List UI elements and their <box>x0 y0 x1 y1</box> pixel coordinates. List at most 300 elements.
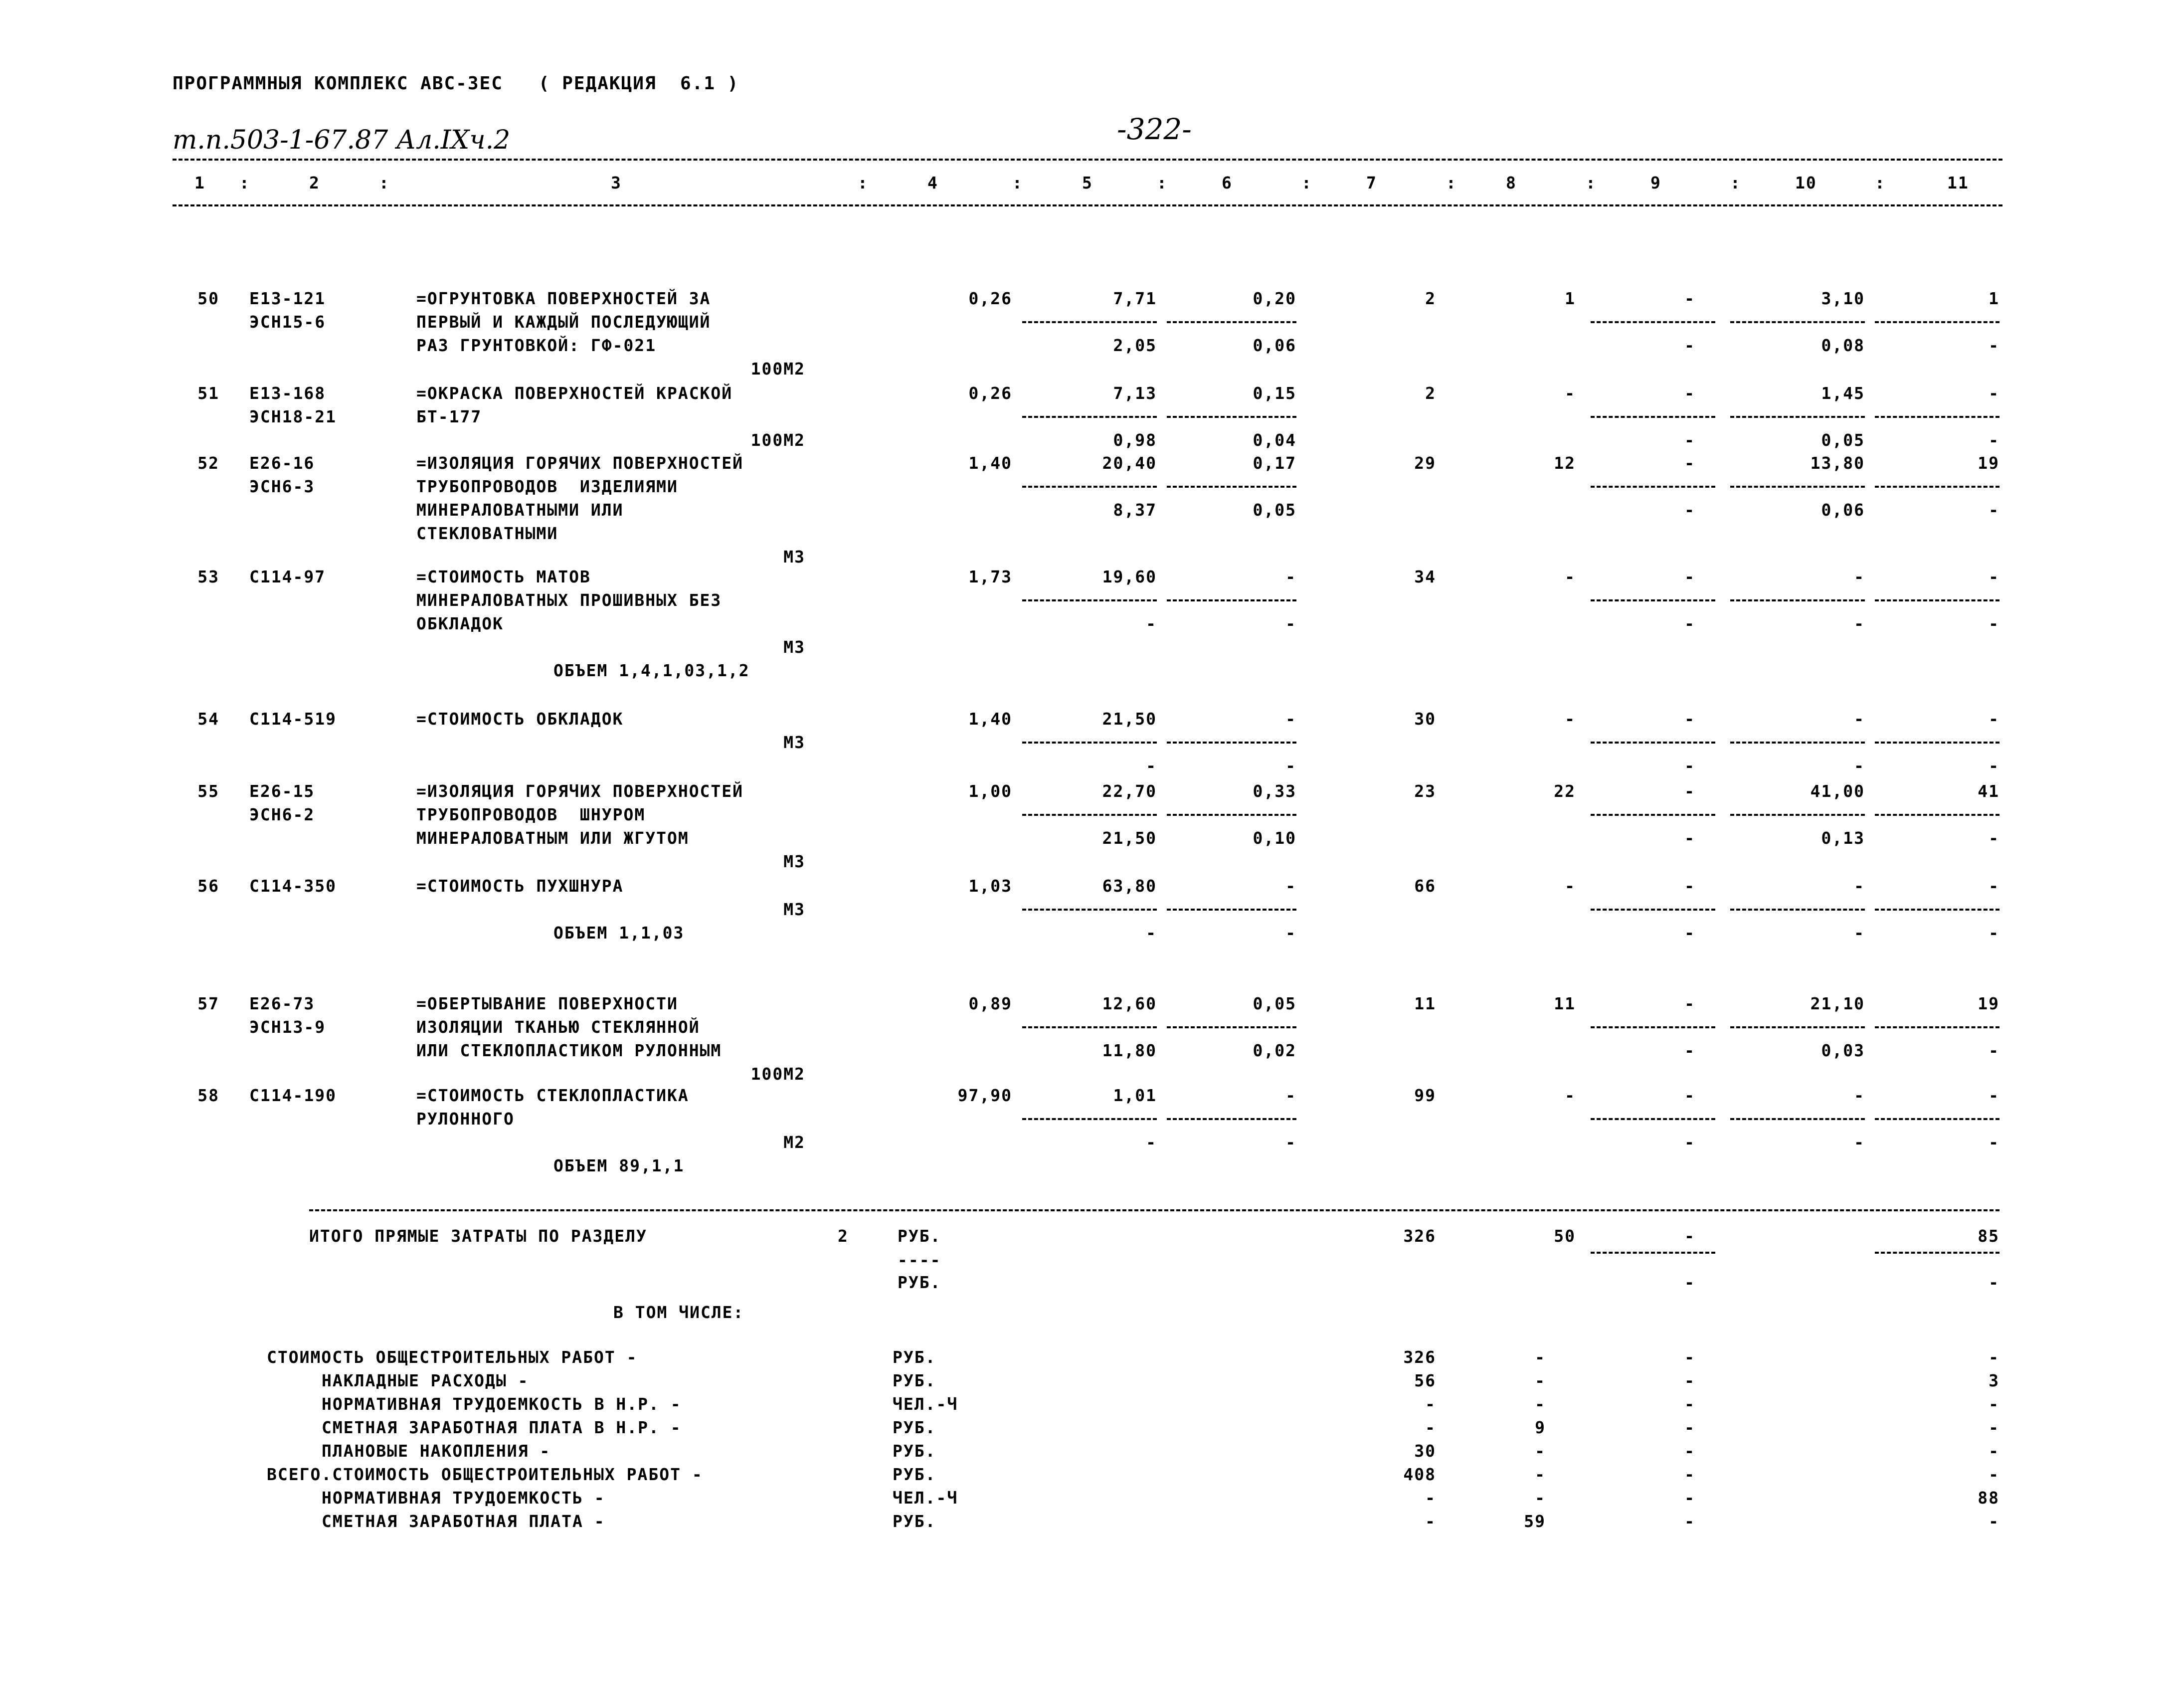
item-cost-rule <box>1875 742 1999 744</box>
item-quantity: 1,03 <box>968 876 1012 896</box>
total-cost-rule <box>1875 1252 1999 1254</box>
item-description-line: РАЗ ГРУНТОВКОЙ: ГФ-021 <box>416 336 657 355</box>
item-unit-price: 19,60 <box>1102 567 1157 586</box>
item-machine-price: - <box>1285 1086 1296 1105</box>
item-machine-price-wage: 0,06 <box>1253 336 1296 355</box>
item-col10-lower: 0,06 <box>1821 500 1865 520</box>
item-col9-lower: - <box>1684 500 1695 520</box>
summary-col8: - <box>1535 1441 1546 1461</box>
item-col11-lower: - <box>1989 500 1999 520</box>
summary-unit: ЧЕЛ.-Ч <box>893 1394 958 1414</box>
summary-col11: - <box>1989 1512 1999 1531</box>
item-description-line: ИЗОЛЯЦИИ ТКАНЬЮ СТЕКЛЯННОЙ <box>416 1017 700 1037</box>
item-unit: 100М2 <box>750 359 805 379</box>
summary-col11: - <box>1989 1441 1999 1461</box>
item-col9: - <box>1684 453 1695 473</box>
item-wage-cost: - <box>1565 709 1576 729</box>
summary-label: ВСЕГО.СТОИМОСТЬ ОБЩЕСТРОИТЕЛЬНЫХ РАБОТ - <box>267 1465 703 1484</box>
total-col9-lower: - <box>1684 1273 1695 1292</box>
item-machine-price-wage: - <box>1285 614 1296 633</box>
item-volume: ОБЪЕМ 89,1,1 <box>553 1156 685 1175</box>
item-col11: - <box>1989 383 1999 403</box>
including-label: В ТОМ ЧИСЛЕ: <box>613 1303 744 1322</box>
item-unit: М2 <box>783 1133 805 1152</box>
item-total-cost: 66 <box>1414 876 1436 896</box>
total-col11-lower: - <box>1989 1273 1999 1292</box>
totals-rule <box>309 1209 1999 1211</box>
summary-label: НАКЛАДНЫЕ РАСХОДЫ - <box>322 1371 529 1390</box>
summary-col11: - <box>1989 1418 1999 1437</box>
item-cost-rule <box>1875 321 1999 323</box>
item-col9-lower: - <box>1684 756 1695 775</box>
item-unit-price-wage: - <box>1146 614 1157 633</box>
summary-col7: - <box>1425 1394 1436 1414</box>
item-cost-rule <box>1730 909 1865 911</box>
summary-col7: - <box>1425 1488 1436 1508</box>
item-total-cost: 29 <box>1414 453 1436 473</box>
item-wage-cost: 11 <box>1554 994 1576 1013</box>
summary-label: НОРМАТИВНАЯ ТРУДОЕМКОСТЬ - <box>322 1488 605 1508</box>
column-separator: : <box>1446 173 1457 192</box>
summary-col7: 30 <box>1414 1441 1436 1461</box>
item-col11: - <box>1989 1086 1999 1105</box>
item-unit: 100М2 <box>750 430 805 450</box>
item-code: Е26-73 <box>249 994 315 1013</box>
column-header-9: 9 <box>1650 173 1661 192</box>
item-description-line: СТЕКЛОВАТНЫМИ <box>416 524 558 543</box>
item-cost-rule <box>1591 1026 1715 1028</box>
summary-col11: - <box>1989 1347 1999 1367</box>
item-code: С114-97 <box>249 567 326 586</box>
total-unit: РУБ. <box>898 1226 941 1246</box>
column-header-8: 8 <box>1506 173 1517 192</box>
column-separator: : <box>379 173 390 192</box>
item-col11: 41 <box>1978 781 1999 801</box>
item-number: 54 <box>197 709 219 729</box>
item-col10-lower: 0,05 <box>1821 430 1865 450</box>
item-col9-lower: - <box>1684 828 1695 848</box>
item-price-rule <box>1022 1118 1157 1120</box>
item-col10: - <box>1854 876 1865 896</box>
item-price-rule <box>1167 909 1296 911</box>
item-col10-lower: 0,03 <box>1821 1041 1865 1060</box>
item-unit: М3 <box>783 900 805 919</box>
item-description-line: ПЕРВЫЙ И КАЖДЫЙ ПОСЛЕДУЮЩИЙ <box>416 312 711 332</box>
item-machine-price: 0,33 <box>1253 781 1296 801</box>
summary-unit: РУБ. <box>893 1465 936 1484</box>
total-unit-2: РУБ. <box>898 1273 941 1292</box>
item-cost-rule <box>1591 1118 1715 1120</box>
summary-col11: - <box>1989 1394 1999 1414</box>
summary-unit: РУБ. <box>893 1418 936 1437</box>
item-unit: М3 <box>783 637 805 657</box>
item-col10-lower: - <box>1854 756 1865 775</box>
item-unit-price-wage: - <box>1146 756 1157 775</box>
item-description-line: ТРУБОПРОВОДОВ ШНУРОМ <box>416 805 646 824</box>
item-unit-price: 7,13 <box>1113 383 1157 403</box>
item-unit: М3 <box>783 852 805 871</box>
column-separator: : <box>858 173 869 192</box>
item-description-line: =ОГРУНТОВКА ПОВЕРХНОСТЕЙ ЗА <box>416 289 711 308</box>
item-number: 57 <box>197 994 219 1013</box>
item-number: 53 <box>197 567 219 586</box>
item-col11: - <box>1989 709 1999 729</box>
document-reference: т.п.503-1-67.87 Ал.IXч.2 <box>173 125 511 155</box>
summary-col9: - <box>1684 1512 1695 1531</box>
item-number: 58 <box>197 1086 219 1105</box>
item-description-line: ТРУБОПРОВОДОВ ИЗДЕЛИЯМИ <box>416 477 678 496</box>
page-number: -322- <box>1117 112 1192 146</box>
item-col10: 1,45 <box>1821 383 1865 403</box>
column-header-6: 6 <box>1222 173 1233 192</box>
summary-unit: ЧЕЛ.-Ч <box>893 1488 958 1508</box>
item-total-cost: 30 <box>1414 709 1436 729</box>
item-col9-lower: - <box>1684 614 1695 633</box>
item-description-line: =ИЗОЛЯЦИЯ ГОРЯЧИХ ПОВЕРХНОСТЕЙ <box>416 781 744 801</box>
item-col10: 13,80 <box>1810 453 1865 473</box>
item-wage-cost: - <box>1565 567 1576 586</box>
summary-col9: - <box>1684 1371 1695 1390</box>
item-cost-rule <box>1875 599 1999 601</box>
item-unit-price-wage: - <box>1146 1133 1157 1152</box>
column-header-4: 4 <box>927 173 938 192</box>
item-col9-lower: - <box>1684 923 1695 943</box>
item-cost-rule <box>1591 416 1715 418</box>
item-unit: М3 <box>783 547 805 567</box>
item-cost-rule <box>1875 1118 1999 1120</box>
item-machine-price: 0,05 <box>1253 994 1296 1013</box>
item-cost-rule <box>1875 1026 1999 1028</box>
item-cost-rule <box>1730 742 1865 744</box>
item-col11: - <box>1989 567 1999 586</box>
summary-col9: - <box>1684 1394 1695 1414</box>
summary-unit: РУБ. <box>893 1347 936 1367</box>
item-col9-lower: - <box>1684 430 1695 450</box>
column-separator: : <box>239 173 250 192</box>
item-code-secondary: ЭСН13-9 <box>249 1017 326 1037</box>
summary-label: СТОИМОСТЬ ОБЩЕСТРОИТЕЛЬНЫХ РАБОТ - <box>267 1347 638 1367</box>
item-col9: - <box>1684 383 1695 403</box>
item-col11-lower: - <box>1989 756 1999 775</box>
item-col11: 19 <box>1978 994 1999 1013</box>
summary-col8: - <box>1535 1371 1546 1390</box>
summary-label: ПЛАНОВЫЕ НАКОПЛЕНИЯ - <box>322 1441 551 1461</box>
item-price-rule <box>1167 814 1296 816</box>
item-machine-price: - <box>1285 876 1296 896</box>
item-quantity: 1,00 <box>968 781 1012 801</box>
item-unit-price: 22,70 <box>1102 781 1157 801</box>
item-quantity: 0,26 <box>968 289 1012 308</box>
item-number: 52 <box>197 453 219 473</box>
item-description-line: БТ-177 <box>416 407 482 426</box>
item-col9-lower: - <box>1684 1133 1695 1152</box>
summary-unit: РУБ. <box>893 1512 936 1531</box>
item-cost-rule <box>1875 909 1999 911</box>
item-col9-lower: - <box>1684 1041 1695 1060</box>
item-code-secondary: ЭСН15-6 <box>249 312 326 332</box>
item-total-cost: 11 <box>1414 994 1436 1013</box>
item-unit-price-wage: 8,37 <box>1113 500 1157 520</box>
item-unit-price-wage: 11,80 <box>1102 1041 1157 1060</box>
item-machine-price: 0,17 <box>1253 453 1296 473</box>
item-quantity: 0,26 <box>968 383 1012 403</box>
item-unit-price-wage: 21,50 <box>1102 828 1157 848</box>
summary-col9: - <box>1684 1441 1695 1461</box>
summary-col8: - <box>1535 1488 1546 1508</box>
summary-col9: - <box>1684 1465 1695 1484</box>
item-cost-rule <box>1875 486 1999 488</box>
column-header-1: 1 <box>194 173 205 192</box>
item-description-line: =СТОИМОСТЬ СТЕКЛОПЛАСТИКА <box>416 1086 689 1105</box>
column-header-2: 2 <box>309 173 320 192</box>
summary-col8: 59 <box>1524 1512 1546 1531</box>
item-col10-lower: - <box>1854 614 1865 633</box>
total-label: ИТОГО ПРЯМЫЕ ЗАТРАТЫ ПО РАЗДЕЛУ <box>309 1226 647 1246</box>
column-separator: : <box>1157 173 1168 192</box>
item-price-rule <box>1167 599 1296 601</box>
column-header-11: 11 <box>1947 173 1969 192</box>
item-machine-price-wage: - <box>1285 1133 1296 1152</box>
item-code: Е13-168 <box>249 383 326 403</box>
item-price-rule <box>1022 1026 1157 1028</box>
item-quantity: 1,40 <box>968 453 1012 473</box>
item-volume: ОБЪЕМ 1,4,1,03,1,2 <box>553 661 750 680</box>
item-cost-rule <box>1591 814 1715 816</box>
item-unit-price-wage: 2,05 <box>1113 336 1157 355</box>
item-unit-price: 12,60 <box>1102 994 1157 1013</box>
header-rule-bottom <box>173 204 2002 206</box>
item-unit-price: 1,01 <box>1113 1086 1157 1105</box>
item-col11-lower: - <box>1989 430 1999 450</box>
item-price-rule <box>1022 814 1157 816</box>
item-price-rule <box>1167 486 1296 488</box>
item-col10-lower: 0,08 <box>1821 336 1865 355</box>
item-code: С114-350 <box>249 876 337 896</box>
item-col9: - <box>1684 876 1695 896</box>
item-machine-price: 0,20 <box>1253 289 1296 308</box>
item-total-cost: 34 <box>1414 567 1436 586</box>
item-wage-cost: 22 <box>1554 781 1576 801</box>
column-separator: : <box>1586 173 1597 192</box>
item-price-rule <box>1022 321 1157 323</box>
item-col10: 21,10 <box>1810 994 1865 1013</box>
item-col10: - <box>1854 1086 1865 1105</box>
item-cost-rule <box>1730 416 1865 418</box>
item-machine-price-wage: 0,04 <box>1253 430 1296 450</box>
item-number: 50 <box>197 289 219 308</box>
item-col10: - <box>1854 567 1865 586</box>
item-code: Е26-15 <box>249 781 315 801</box>
item-cost-rule <box>1730 1026 1865 1028</box>
item-machine-price: - <box>1285 567 1296 586</box>
column-header-5: 5 <box>1082 173 1093 192</box>
summary-col8: 9 <box>1535 1418 1546 1437</box>
item-unit: М3 <box>783 733 805 752</box>
item-price-rule <box>1022 909 1157 911</box>
item-description-line: =СТОИМОСТЬ МАТОВ <box>416 567 591 586</box>
item-col9-lower: - <box>1684 336 1695 355</box>
item-description-line: =ОБЕРТЫВАНИЕ ПОВЕРХНОСТИ <box>416 994 678 1013</box>
column-header-3: 3 <box>611 173 622 192</box>
item-unit: 100М2 <box>750 1064 805 1084</box>
item-description-line: МИНЕРАЛОВАТНЫМИ ИЛИ <box>416 500 624 520</box>
summary-col9: - <box>1684 1347 1695 1367</box>
item-code-secondary: ЭСН18-21 <box>249 407 337 426</box>
item-wage-cost: 1 <box>1565 289 1576 308</box>
item-number: 51 <box>197 383 219 403</box>
item-cost-rule <box>1591 486 1715 488</box>
item-col10-lower: - <box>1854 923 1865 943</box>
column-header-7: 7 <box>1366 173 1377 192</box>
total-col8: 50 <box>1554 1226 1576 1246</box>
summary-col8: - <box>1535 1394 1546 1414</box>
item-total-cost: 2 <box>1425 289 1436 308</box>
item-cost-rule <box>1730 599 1865 601</box>
item-col9: - <box>1684 567 1695 586</box>
item-quantity: 1,40 <box>968 709 1012 729</box>
item-col11-lower: - <box>1989 828 1999 848</box>
item-number: 55 <box>197 781 219 801</box>
item-description-line: ИЛИ СТЕКЛОПЛАСТИКОМ РУЛОННЫМ <box>416 1041 722 1060</box>
item-cost-rule <box>1875 814 1999 816</box>
item-col11: - <box>1989 876 1999 896</box>
item-unit-price: 21,50 <box>1102 709 1157 729</box>
item-quantity: 0,89 <box>968 994 1012 1013</box>
item-unit-price: 63,80 <box>1102 876 1157 896</box>
summary-col7: 56 <box>1414 1371 1436 1390</box>
item-cost-rule <box>1730 1118 1865 1120</box>
item-wage-cost: - <box>1565 876 1576 896</box>
item-cost-rule <box>1730 814 1865 816</box>
summary-col9: - <box>1684 1418 1695 1437</box>
item-quantity: 97,90 <box>957 1086 1012 1105</box>
item-total-cost: 2 <box>1425 383 1436 403</box>
item-machine-price-wage: 0,05 <box>1253 500 1296 520</box>
item-price-rule <box>1022 742 1157 744</box>
item-cost-rule <box>1591 909 1715 911</box>
item-unit-price-wage: - <box>1146 923 1157 943</box>
item-price-rule <box>1167 742 1296 744</box>
item-price-rule <box>1167 416 1296 418</box>
summary-col7: - <box>1425 1418 1436 1437</box>
summary-label: НОРМАТИВНАЯ ТРУДОЕМКОСТЬ В Н.Р. - <box>322 1394 682 1414</box>
summary-label: СМЕТНАЯ ЗАРАБОТНАЯ ПЛАТА - <box>322 1512 605 1531</box>
total-section: 2 <box>838 1226 849 1246</box>
item-col11-lower: - <box>1989 1133 1999 1152</box>
column-separator: : <box>1012 173 1023 192</box>
item-unit-price: 7,71 <box>1113 289 1157 308</box>
item-col9: - <box>1684 289 1695 308</box>
total-cost-rule <box>1591 1252 1715 1254</box>
item-col10-lower: 0,13 <box>1821 828 1865 848</box>
summary-col8: - <box>1535 1347 1546 1367</box>
summary-unit: РУБ. <box>893 1371 936 1390</box>
item-col11-lower: - <box>1989 923 1999 943</box>
item-machine-price-wage: 0,02 <box>1253 1041 1296 1060</box>
program-header: ПРОГРАММНЫЯ КОМПЛЕКС АВС-ЗЕС ( РЕДАКЦИЯ 6.1 ) <box>173 73 739 94</box>
item-machine-price: 0,15 <box>1253 383 1296 403</box>
total-unit-separator: ---- <box>898 1250 941 1270</box>
item-cost-rule <box>1875 416 1999 418</box>
item-code: С114-519 <box>249 709 337 729</box>
item-price-rule <box>1167 1026 1296 1028</box>
item-code-secondary: ЭСН6-2 <box>249 805 315 824</box>
item-cost-rule <box>1591 321 1715 323</box>
item-col11-lower: - <box>1989 614 1999 633</box>
item-machine-price-wage: - <box>1285 756 1296 775</box>
item-col11: 19 <box>1978 453 1999 473</box>
item-code: С114-190 <box>249 1086 337 1105</box>
item-code: Е13-121 <box>249 289 326 308</box>
column-separator: : <box>1301 173 1312 192</box>
item-description-line: МИНЕРАЛОВАТНЫХ ПРОШИВНЫХ БЕЗ <box>416 590 722 610</box>
item-price-rule <box>1022 416 1157 418</box>
item-wage-cost: - <box>1565 1086 1576 1105</box>
item-description-line: ОБКЛАДОК <box>416 614 504 633</box>
item-quantity: 1,73 <box>968 567 1012 586</box>
item-description-line: =СТОИМОСТЬ ОБКЛАДОК <box>416 709 624 729</box>
item-price-rule <box>1167 321 1296 323</box>
item-col9: - <box>1684 781 1695 801</box>
item-col11-lower: - <box>1989 336 1999 355</box>
summary-col7: 408 <box>1403 1465 1436 1484</box>
item-col11: 1 <box>1989 289 1999 308</box>
item-col9: - <box>1684 1086 1695 1105</box>
item-col9: - <box>1684 994 1695 1013</box>
item-cost-rule <box>1591 742 1715 744</box>
item-col9: - <box>1684 709 1695 729</box>
item-cost-rule <box>1730 321 1865 323</box>
summary-col7: - <box>1425 1512 1436 1531</box>
item-total-cost: 23 <box>1414 781 1436 801</box>
item-number: 56 <box>197 876 219 896</box>
item-code-secondary: ЭСН6-3 <box>249 477 315 496</box>
header-rule-top <box>173 159 2002 161</box>
item-description-line: =СТОИМОСТЬ ПУХШНУРА <box>416 876 624 896</box>
item-unit-price: 20,40 <box>1102 453 1157 473</box>
summary-col7: 326 <box>1403 1347 1436 1367</box>
summary-col11: 3 <box>1989 1371 1999 1390</box>
item-description-line: =ИЗОЛЯЦИЯ ГОРЯЧИХ ПОВЕРХНОСТЕЙ <box>416 453 744 473</box>
summary-unit: РУБ. <box>893 1441 936 1461</box>
item-cost-rule <box>1591 599 1715 601</box>
item-col10-lower: - <box>1854 1133 1865 1152</box>
item-price-rule <box>1167 1118 1296 1120</box>
item-machine-price-wage: 0,10 <box>1253 828 1296 848</box>
item-cost-rule <box>1730 486 1865 488</box>
item-col11-lower: - <box>1989 1041 1999 1060</box>
item-description-line: РУЛОННОГО <box>416 1109 515 1129</box>
item-total-cost: 99 <box>1414 1086 1436 1105</box>
item-unit-price-wage: 0,98 <box>1113 430 1157 450</box>
item-machine-price-wage: - <box>1285 923 1296 943</box>
total-col7: 326 <box>1403 1226 1436 1246</box>
item-col10: 3,10 <box>1821 289 1865 308</box>
summary-label: СМЕТНАЯ ЗАРАБОТНАЯ ПЛАТА В Н.Р. - <box>322 1418 682 1437</box>
column-separator: : <box>1875 173 1886 192</box>
item-wage-cost: - <box>1565 383 1576 403</box>
summary-col8: - <box>1535 1465 1546 1484</box>
item-wage-cost: 12 <box>1554 453 1576 473</box>
item-col10: - <box>1854 709 1865 729</box>
item-price-rule <box>1022 599 1157 601</box>
item-description-line: =ОКРАСКА ПОВЕРХНОСТЕЙ КРАСКОЙ <box>416 383 733 403</box>
summary-col11: 88 <box>1978 1488 1999 1508</box>
total-col9: - <box>1684 1226 1695 1246</box>
summary-col9: - <box>1684 1488 1695 1508</box>
item-machine-price: - <box>1285 709 1296 729</box>
item-price-rule <box>1022 486 1157 488</box>
